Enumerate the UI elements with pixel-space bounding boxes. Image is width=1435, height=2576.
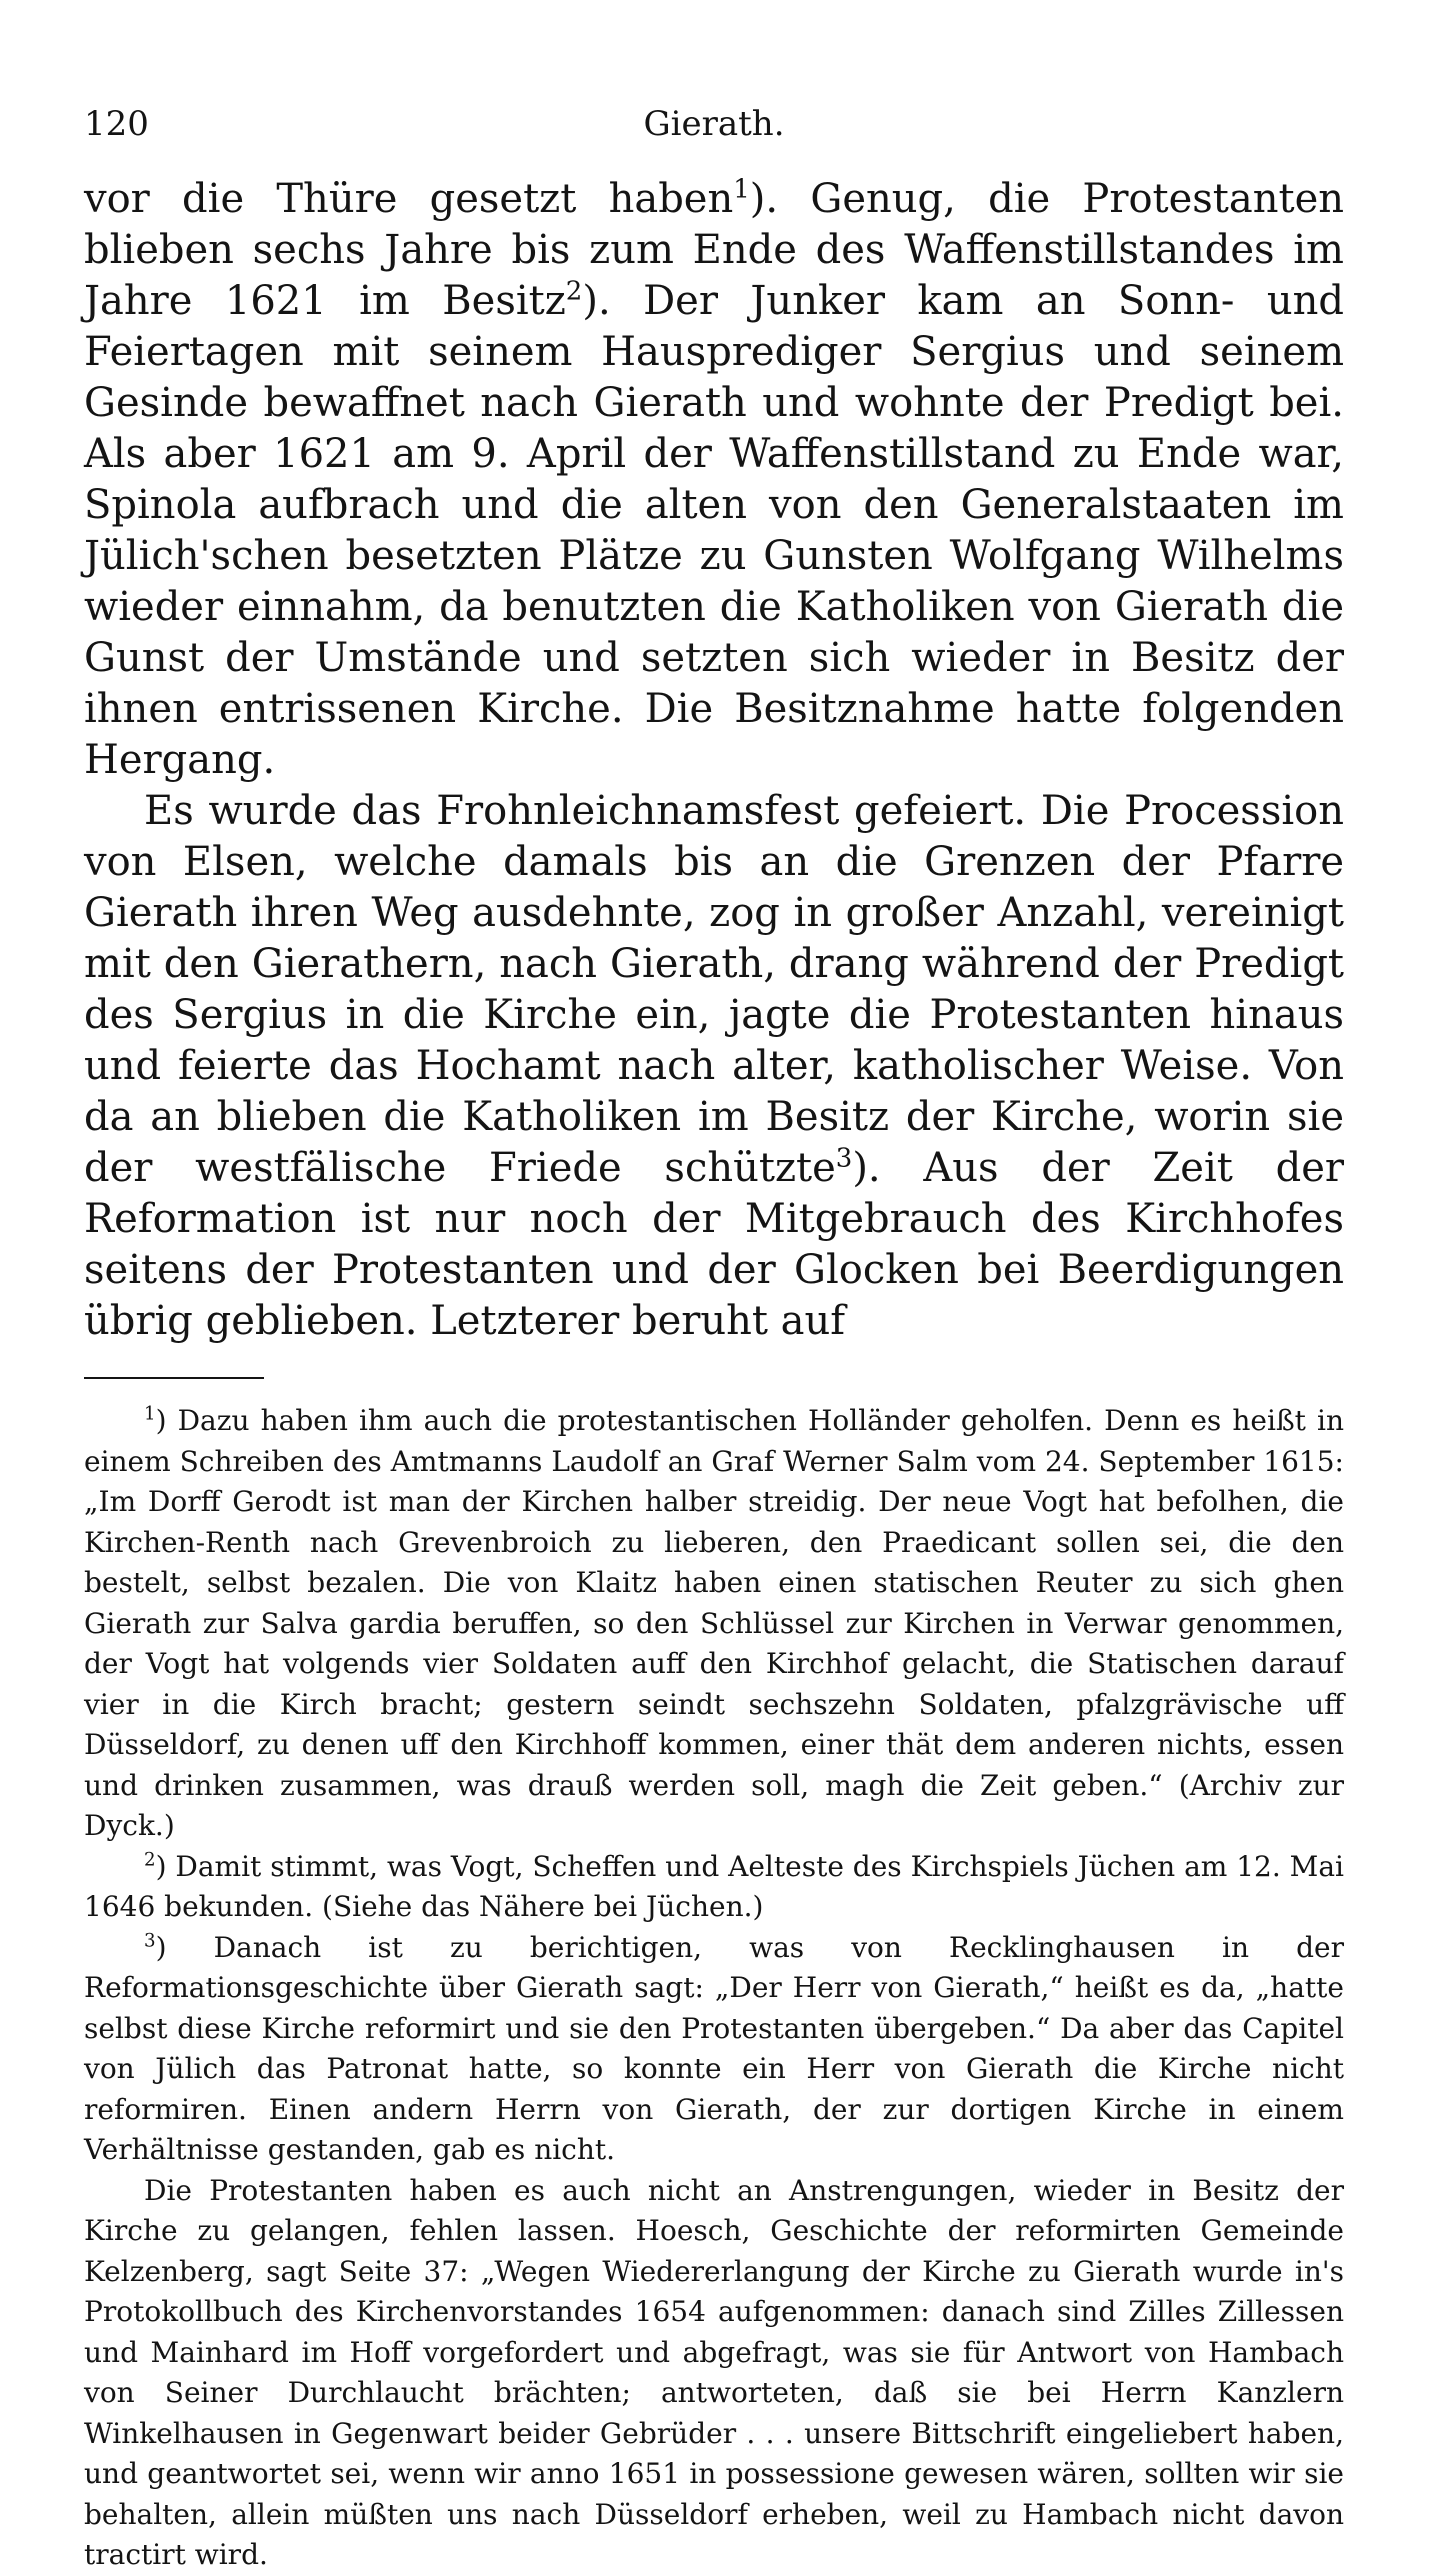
footnote xyxy=(84,1847,1344,1928)
footnotes xyxy=(84,1401,1344,2576)
footnote-text: ) Damit stimmt, was Vogt, Scheffen und Aelteste des Kirchspiels Jüchen am 12. Mai 1646 bekunden. (Siehe das Nähere bei Jüchen.) xyxy=(84,1849,1344,1923)
footnote xyxy=(84,1928,1344,2171)
footnote-number: 3 xyxy=(144,1930,156,1952)
footnote-reference: 1 xyxy=(733,174,750,205)
footnote-divider xyxy=(84,1377,264,1379)
footnote-continuation xyxy=(84,2171,1344,2576)
footnote-reference: 2 xyxy=(565,276,583,307)
footnote xyxy=(84,1401,1344,1847)
footnote-number: 2 xyxy=(144,1849,156,1871)
running-title: Gierath. xyxy=(643,104,785,144)
body-paragraph xyxy=(84,174,1344,786)
paragraph-text: vor die Thüre gesetzt haben xyxy=(84,176,734,222)
paragraph-text: ). Der Junker kam an Sonn- und Feiertagen mit seinem Hausprediger Sergius und seinem Gesinde bewaffnet nach Gierath und wohnte der Predigt bei. Als aber 1621 am 9. April der Waffenstillstand zu Ende war, Spinola aufbrach und die alten von den Generalstaaten im Jülich'schen besetzten Plätze zu Gunsten Wolfgang Wilhelms wieder einnahm, da benutzten die Katholiken von Gierath die Gunst der Umstände und setzten sich wieder in Besitz der ihnen entrissenen Kirche. Die Besitznahme hatte folgenden Hergang. xyxy=(84,278,1344,783)
footnote-number: 1 xyxy=(144,1403,156,1425)
body-paragraph xyxy=(84,786,1344,1347)
footnote-reference: 3 xyxy=(835,1143,853,1174)
footnote-text: ) Dazu haben ihm auch die protestantischen Holländer geholfen. Denn es heißt in einem Schreiben des Amtmanns Laudolf an Graf Werner Salm vom 24. September 1615: „Im Dorff Gerodt ist man der Kirchen halber streidig. Der neue Vogt hat befolhen, die Kirchen-Renth nach Grevenbroich zu lieberen, den Praedicant sollen sei, die den bestelt, selbst bezalen. Die von Klaitz haben einen statischen Reuter zu sich ghen Gierath zur Salva gardia beruffen, so den Schlüssel zur Kirchen in Verwar genommen, der Vogt hat volgends vier Soldaten auff den Kirchhof gelacht, die Statischen darauf vier in die Kirch bracht; gestern seindt sechszehn Soldaten, pfalzgrävische uff Düsseldorf, zu denen uff den Kirchhoff kommen, einer thät dem anderen nichts, essen und drinken zusammen, was drauß werden soll, magh die Zeit geben.“ (Archiv zur Dyck.) xyxy=(84,1404,1344,1842)
paragraph-text: ). Genug, die Protestanten blieben sechs Jahre bis zum Ende des Waffenstillstandes im Jahre 1621 im Besitz xyxy=(84,176,1345,324)
paragraph-text: ). Aus der Zeit der Reformation ist nur noch der Mitgebrauch des Kirchhofes seitens der Protestanten und der Glocken bei Beerdigungen übrig geblieben. Letzterer beruht auf xyxy=(84,1145,1345,1344)
page xyxy=(84,96,1344,2576)
footnote-text: ) Danach ist zu berichtigen, was von Recklinghausen in der Reformationsgeschichte über Gierath sagt: „Der Herr von Gierath,“ heißt es da, „hatte selbst diese Kirche reformirt und sie den Protestanten übergeben.“ Da aber das Capitel von Jülich das Patronat hatte, so konnte ein Herr von Gierath die Kirche nicht reformiren. Einen andern Herrn von Gierath, der zur dortigen Kirche in einem Verhältnisse gestanden, gab es nicht. xyxy=(84,1930,1344,2166)
page-header xyxy=(84,96,1344,156)
paragraph-text: Es wurde das Frohnleichnamsfest gefeiert. Die Procession von Elsen, welche damals bis an die Grenzen der Pfarre Gierath ihren Weg ausdehnte, zog in großer Anzahl, vereinigt mit den Gierathern, nach Gierath, drang während der Predigt des Sergius in die Kirche ein, jagte die Protestanten hinaus und feierte das Hochamt nach alter, katholischer Weise. Von da an blieben die Katholiken im Besitz der Kirche, worin sie der westfälische Friede schützte xyxy=(84,788,1344,1191)
footnote-text: Die Protestanten haben es auch nicht an Anstrengungen, wieder in Besitz der Kirche zu gelangen, fehlen lassen. Hoesch, Geschichte der reformirten Gemeinde Kelzenberg, sagt Seite 37: „Wegen Wiedererlangung der Kirche zu Gierath wurde in's Protokollbuch des Kirchenvorstandes 1654 aufgenommen: danach sind Zilles Zillessen und Mainhard im Hoff vorgefordert und abgefragt, was sie für Antwort von Hambach von Seiner Durchlaucht brächten; antworteten, daß sie bei Herrn Kanzlern Winkelhausen in Gegenwart beider Gebrüder . . . unsere Bittschrift eingeliebert haben, und geantwortet sei, wenn wir anno 1651 in possessione gewesen wären, sollten wir sie behalten, allein müßten uns nach Düsseldorf erheben, weil zu Hambach nicht davon tractirt wird. xyxy=(84,2173,1344,2571)
main-text xyxy=(84,174,1344,1347)
page-number: 120 xyxy=(84,104,149,144)
